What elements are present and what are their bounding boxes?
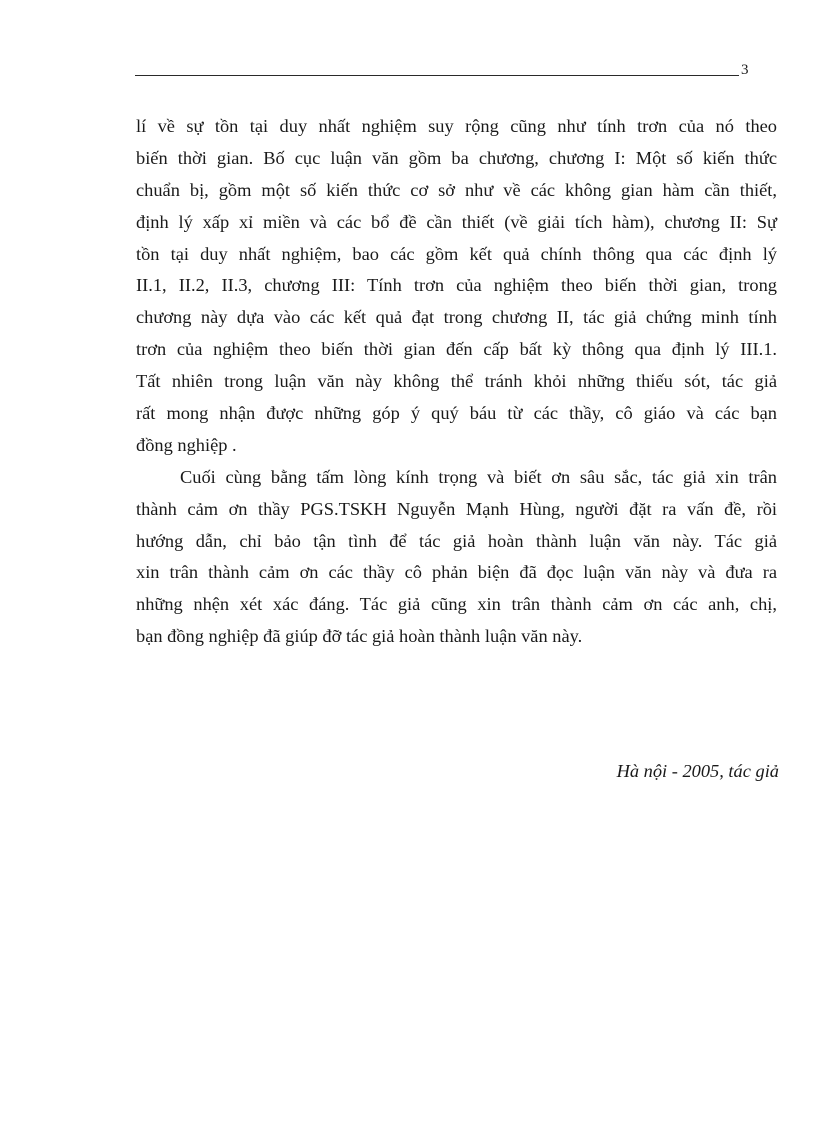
paragraph-1-line: Tất nhiên trong luận văn này không thể tránh khỏi những thiếu sót, tác giả <box>136 371 777 392</box>
paragraph-2-line: Cuối cùng bằng tấm lòng kính trọng và biết ơn sâu sắc, tác giả xin trân <box>180 466 777 487</box>
header-rule <box>135 75 739 76</box>
signature: Hà nội - 2005, tác giả <box>616 761 779 781</box>
paragraph-1-line: chương này dựa vào các kết quả đạt trong chương II, tác giả chứng minh tính <box>136 307 777 328</box>
paragraph-2-line: bạn đồng nghiệp đã giúp đỡ tác giả hoàn thành luận văn này. <box>136 626 583 647</box>
paragraph-1-line: chuẩn bị, gồm một số kiến thức cơ sở như về các không gian hàm cần thiết, <box>136 179 777 200</box>
paragraph-2-line: thành cảm ơn thầy PGS.TSKH Nguyễn Mạnh Hùng, người đặt ra vấn đề, rồi <box>136 498 777 519</box>
paragraph-1-line: định lý xấp xỉ miền và các bổ đề cần thiết (về giải tích hàm), chương II: Sự <box>136 211 777 232</box>
paragraph-1-line: rất mong nhận được những góp ý quý báu từ các thầy, cô giáo và các bạn <box>136 403 777 424</box>
paragraph-2-line: những nhện xét xác đáng. Tác giả cũng xin trân thành cảm ơn các anh, chị, <box>136 594 777 615</box>
paragraph-2-line: hướng dẫn, chỉ bảo tận tình để tác giả hoàn thành luận văn này. Tác giả <box>136 530 777 551</box>
paragraph-1-line: II.1, II.2, II.3, chương III: Tính trơn của nghiệm theo biến thời gian, trong <box>136 275 777 296</box>
paragraph-1-line: trơn của nghiệm theo biến thời gian đến cấp bất kỳ thông qua định lý III.1. <box>136 339 777 360</box>
paragraph-1-line: đồng nghiệp . <box>136 434 237 455</box>
page-number: 3 <box>741 62 749 78</box>
paragraph-1-line: tồn tại duy nhất nghiệm, bao các gồm kết quả chính thông qua các định lý <box>136 243 777 264</box>
paragraph-2-line: xin trân thành cảm ơn các thầy cô phản biện đã đọc luận văn này và đưa ra <box>136 562 777 583</box>
body-text <box>136 111 777 653</box>
paragraph-1-line: lí về sự tồn tại duy nhất nghiệm suy rộng cũng như tính trơn của nó theo <box>136 116 777 136</box>
paragraph-1-line: biến thời gian. Bố cục luận văn gồm ba chương, chương I: Một số kiến thức <box>136 147 777 168</box>
